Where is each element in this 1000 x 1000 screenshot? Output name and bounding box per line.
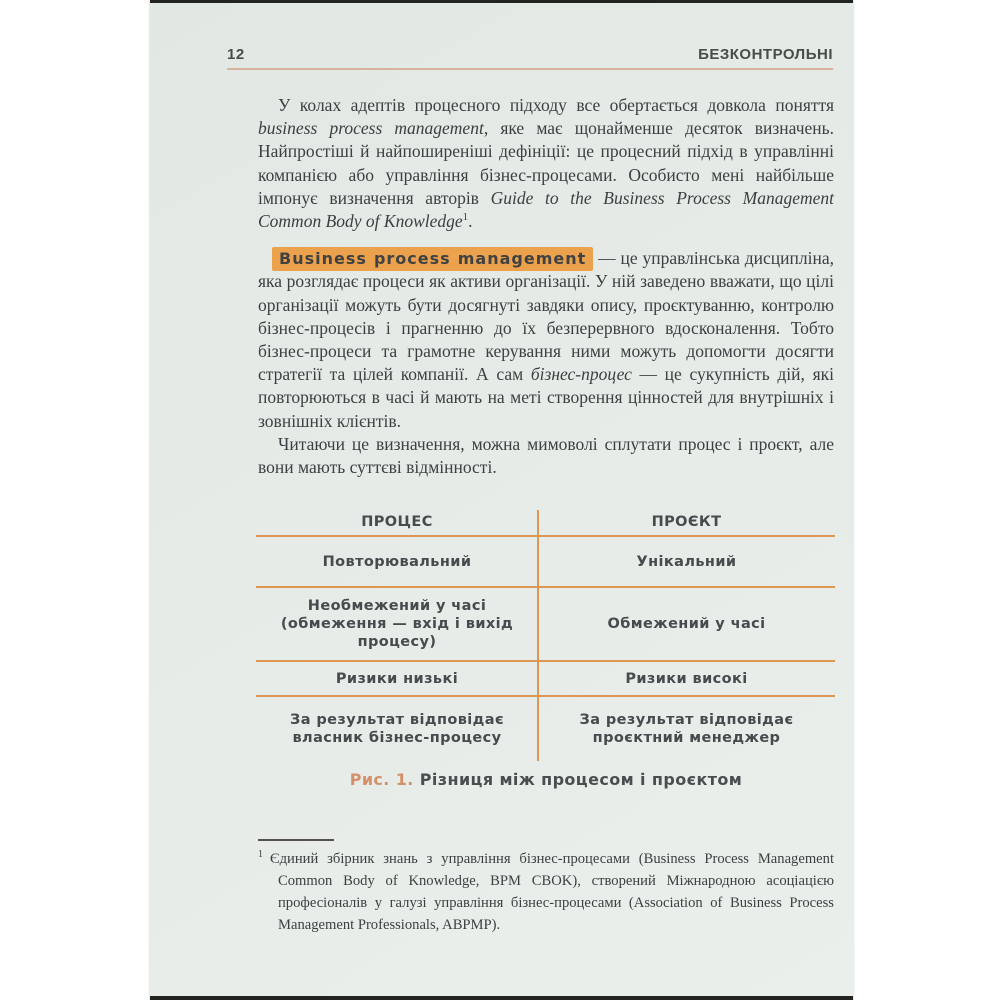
- italic-book-title: Guide to the Business Process Management Common Body of Knowledge: [258, 187, 834, 232]
- paragraph-3: [258, 433, 834, 479]
- photo-bottom-edge: [150, 996, 853, 1000]
- figure-caption-label: Рис. 1.: [349, 770, 414, 789]
- table-row: [256, 697, 835, 761]
- paragraph-1-text: У колах адептів процесного підходу все обертається довкола поняття: [278, 95, 834, 115]
- page-number: 12: [227, 46, 245, 63]
- figure-caption-text: Різниця між процесом і проєктом: [419, 770, 743, 789]
- paragraph-2-text: — це управлінська дисципліна, яка розглядає процеси як активи організації. У ній заведено вважати, що цілі організації можуть бути досягнуті завдяки опису, проєктуванню, контролю бізнес-процесів і прагненню до їх безперервного вдосконалення. Тобто бізнес-процеси та грамотне керування ними можуть допомогти досягти стратегії та цілей компанії. А сам: [258, 248, 835, 385]
- photo-top-edge: [150, 0, 853, 3]
- table-cell: За результат відповідає власник бізнес-процесу: [290, 712, 504, 746]
- table-cell: Обмежений у часі: [607, 616, 766, 632]
- table-vertical-divider: [537, 510, 539, 761]
- book-page-photo: [150, 0, 853, 1000]
- footnote-reference: 1: [462, 211, 469, 224]
- paragraph-1: [258, 94, 834, 233]
- italic-term-process: бізнес-процес: [530, 364, 632, 385]
- footnote: [258, 848, 834, 936]
- running-head: [227, 46, 833, 63]
- paragraph-2-text: — це сукупність дій, які повторюються в часі й мають на меті створення цінностей для внутрішніх і зовнішніх клієнтів.: [258, 364, 834, 431]
- table-cell: Необмежений у часі (обмеження — вхід і вихід процесу): [280, 598, 514, 650]
- paragraph-1-text: , яке має щонайменше десяток визначень. Найпростіші й найпоширеніші дефініції: це процесний підхід в управлінні компанією або управління бізнес-процесами. Особисто мені найбільше імпонує визначення авторів: [258, 118, 834, 208]
- paragraph-2: [258, 247, 834, 433]
- italic-term-bpm: business process management: [258, 118, 484, 139]
- figure-caption: [258, 770, 834, 789]
- table-cell: Повторювальний: [322, 553, 472, 570]
- running-title: БЕЗКОНТРОЛЬНІ: [698, 46, 833, 63]
- running-head-rule: [227, 68, 833, 70]
- table-header-project: ПРОЄКТ: [651, 513, 722, 530]
- table-cell: Унікальний: [636, 553, 737, 570]
- table-cell: Ризики низькі: [335, 670, 459, 687]
- table-row: [256, 588, 835, 662]
- table-cell: Ризики високі: [625, 670, 748, 687]
- table-header-row: [256, 508, 835, 537]
- comparison-table: [256, 508, 835, 761]
- footnote-marker: 1: [258, 849, 263, 861]
- paragraph-1-text: .: [468, 211, 473, 232]
- table-row: [256, 662, 835, 697]
- table-row: [256, 537, 835, 588]
- paragraph-3-text: Читаючи це визначення, можна мимоволі сплутати процес і проєкт, але вони мають суттєві відмінності.: [258, 433, 834, 478]
- table-cell: За результат відповідає проєктний менеджер: [579, 712, 794, 746]
- footnote-text: Єдиний збірник знань з управління бізнес-процесами (Business Process Management Common Body of Knowledge, BPM CBOK), створений Міжнародною асоціацією професіоналів у галузі управління бізнес-процесами (Association of Business Process Management Professionals, ABPMP).: [270, 851, 834, 933]
- body-text: [258, 94, 834, 479]
- highlighted-term: Business process management: [272, 247, 593, 271]
- table-header-process: ПРОЦЕС: [361, 513, 433, 530]
- footnote-rule: [258, 839, 334, 841]
